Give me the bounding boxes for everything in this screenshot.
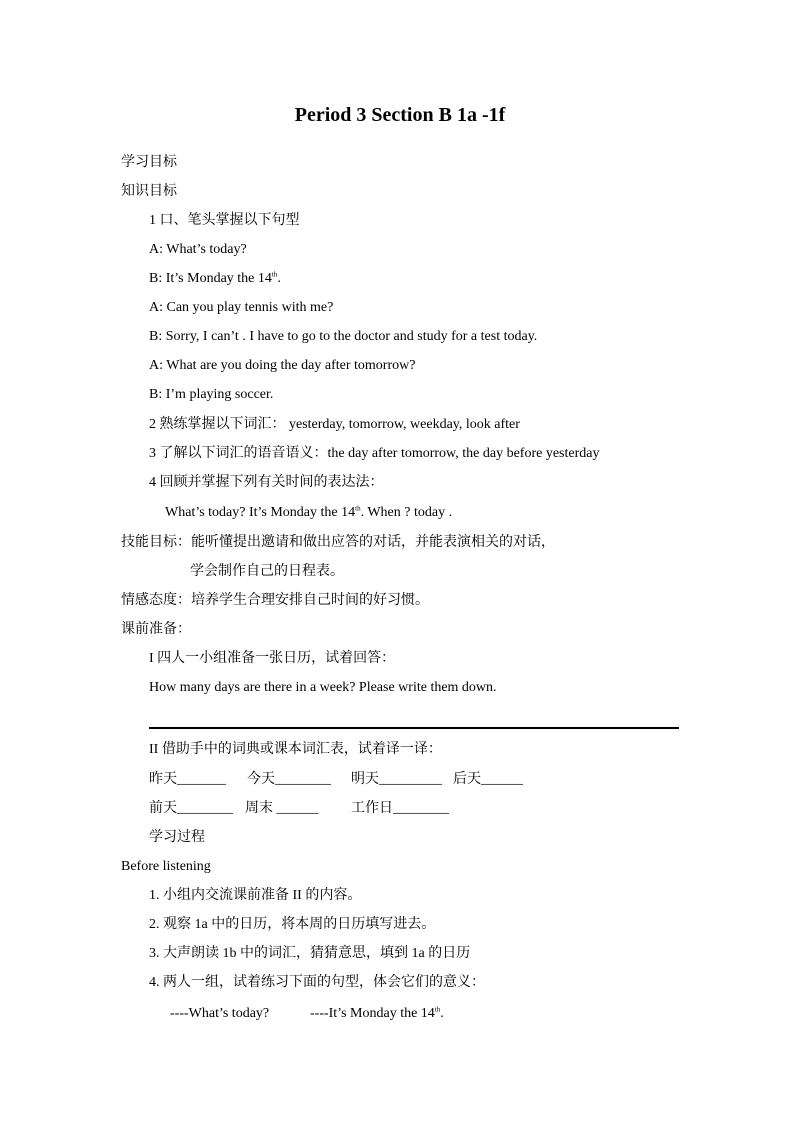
vocab-blank: 后天______ [453,772,523,787]
knowledge-item-4: 4 回顾并掌握下列有关时间的表达法： [149,475,384,490]
final-answer-sup: th [434,1005,441,1014]
final-dialogue [170,1004,444,1024]
step-1: 1. 小组内交流课前准备 II 的内容。 [149,888,362,903]
example-end: . When ? today . [360,505,453,520]
heading-knowledge: 知识目标 [121,184,177,199]
vocab-row-1 [149,770,523,790]
prep-item-1-question: How many days are there in a week? Please write them down. [149,680,497,695]
prep-heading: 课前准备： [121,622,191,637]
knowledge-item-2: 2 熟练掌握以下词汇： yesterday, tomorrow, weekday, look after [149,417,520,432]
dialogue-a3: A: What are you doing the day after tomorrow? [149,358,416,373]
final-question: ----What’s today? [170,1006,270,1021]
step-3: 3. 大声朗读 1b 中的词汇，猜猜意思，填到 1a 的日历 [149,946,471,961]
final-answer: ----It’s Monday the 14 [310,1006,435,1021]
knowledge-item-1: 1 口、笔头掌握以下句型 [149,213,300,228]
knowledge-item-3: 3 了解以下词汇的语音语义：the day after tomorrow, the day before yesterday [149,446,600,461]
page-title: Period 3 Section B 1a -1f [294,104,506,126]
prep-item-2: II 借助手中的词典或课本词汇表，试着译一译： [149,742,442,757]
vocab-row-2 [149,799,449,819]
dialogue-b1-end: . [277,271,281,286]
dialogue-b2: B: Sorry, I can’t . I have to go to the doctor and study for a test today. [149,329,538,344]
dialogue-b1 [149,269,281,289]
dialogue-b1-sup: th [271,270,278,279]
example-text: What’s today? It’s Monday the 14 [165,505,356,520]
vocab-blank: 今天________ [247,772,331,787]
example-sup: th [355,504,361,513]
prep-item-1: I 四人一小组准备一张日历，试着回答： [149,651,396,666]
vocab-blank: 工作日________ [351,801,449,816]
process-heading: 学习过程 [149,830,205,845]
answer-line [149,727,679,729]
final-answer-end: . [440,1006,444,1021]
before-listening-heading: Before listening [121,859,211,874]
vocab-blank: 周末 ______ [245,801,319,816]
dialogue-b1-text: B: It’s Monday the 14 [149,271,272,286]
vocab-blank: 明天_________ [351,772,442,787]
skill-goal-line-2: 学会制作自己的日程表。 [190,564,344,579]
emotion-goal: 情感态度：培养学生合理安排自己时间的好习惯。 [121,593,429,608]
vocab-blank: 前天________ [149,801,233,816]
dialogue-a2: A: Can you play tennis with me? [149,300,334,315]
vocab-blank: 昨天_______ [149,772,226,787]
step-2: 2. 观察 1a 中的日历，将本周的日历填写进去。 [149,917,436,932]
knowledge-item-4-example [165,503,452,523]
dialogue-b3: B: I’m playing soccer. [149,387,274,402]
heading-goals: 学习目标 [121,155,177,170]
step-4: 4. 两人一组，试着练习下面的句型，体会它们的意义： [149,975,485,990]
dialogue-a1: A: What’s today? [149,242,247,257]
skill-goal-line-1: 技能目标：能听懂提出邀请和做出应答的对话，并能表演相关的对话， [121,535,555,550]
